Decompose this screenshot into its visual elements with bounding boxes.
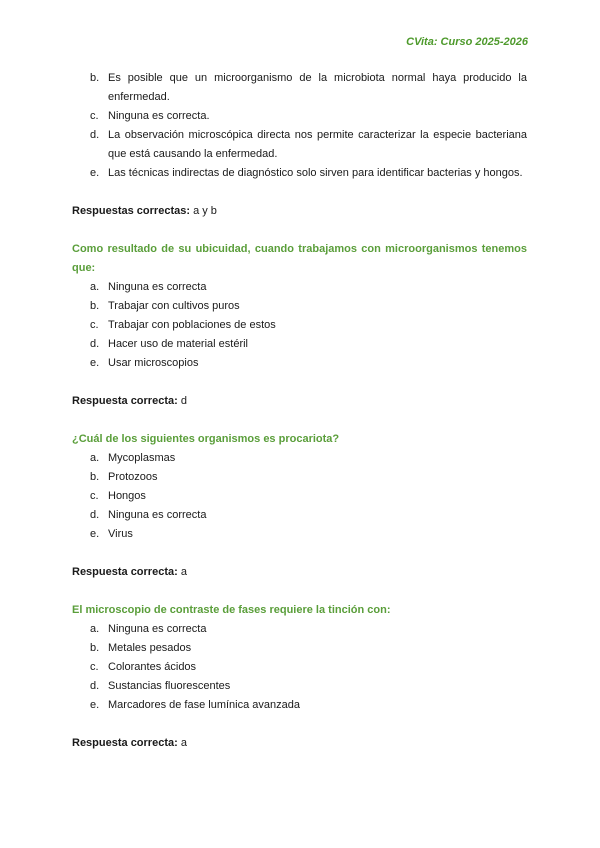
option-text: La observación microscópica directa nos permite caracterizar la especie bacteriana que está causando la enfermedad.	[108, 129, 527, 160]
option-item	[72, 506, 527, 525]
option-text: Trabajar con cultivos puros	[108, 300, 240, 312]
option-letter: d.	[90, 338, 100, 350]
option-letter: b.	[90, 642, 100, 654]
option-item	[72, 278, 527, 297]
option-item	[72, 468, 527, 487]
option-item	[72, 620, 527, 639]
option-text: Metales pesados	[108, 642, 192, 654]
option-list	[72, 620, 527, 715]
option-text: Trabajar con poblaciones de estos	[108, 319, 276, 331]
option-item	[72, 658, 527, 677]
option-item	[72, 297, 527, 316]
answer-value: d	[177, 395, 187, 407]
answer-line	[72, 563, 527, 582]
option-list	[72, 278, 527, 373]
option-letter: b.	[90, 300, 100, 312]
option-letter: a.	[90, 452, 100, 464]
question-text: Como resultado de su ubicuidad, cuando trabajamos con microorganismos tenemos que:	[72, 243, 527, 274]
option-text: Ninguna es correcta	[108, 509, 207, 521]
option-item	[72, 487, 527, 506]
option-letter: e.	[90, 167, 100, 179]
option-text: Las técnicas indirectas de diagnóstico solo sirven para identificar bacterias y hongos.	[108, 167, 523, 179]
answer-line	[72, 202, 527, 221]
option-letter: b.	[90, 72, 100, 84]
option-text: Hacer uso de material estéril	[108, 338, 249, 350]
option-letter: c.	[90, 490, 99, 502]
page-header: CVita: Curso 2025-2026	[406, 36, 528, 48]
option-text: Usar microscopios	[108, 357, 199, 369]
answer-value: a	[177, 737, 187, 749]
option-text: Ninguna es correcta.	[108, 110, 210, 122]
option-text: Colorantes ácidos	[108, 661, 197, 673]
option-item	[72, 696, 527, 715]
question-text: El microscopio de contraste de fases requiere la tinción con:	[72, 604, 391, 616]
option-item	[72, 677, 527, 696]
option-item	[72, 335, 527, 354]
option-item	[72, 316, 527, 335]
option-letter: c.	[90, 319, 99, 331]
option-letter: d.	[90, 509, 100, 521]
option-list	[72, 69, 527, 183]
option-letter: d.	[90, 680, 100, 692]
option-letter: a.	[90, 281, 100, 293]
answer-label: Respuestas correctas:	[72, 205, 191, 217]
option-text: Ninguna es correcta	[108, 623, 207, 635]
option-item	[72, 107, 527, 126]
answer-label: Respuesta correcta:	[72, 737, 178, 749]
option-text: Ninguna es correcta	[108, 281, 207, 293]
option-item	[72, 639, 527, 658]
option-letter: e.	[90, 357, 100, 369]
answer-value: a	[177, 566, 187, 578]
option-letter: e.	[90, 528, 100, 540]
option-text: Marcadores de fase lumínica avanzada	[108, 699, 300, 711]
option-item	[72, 525, 527, 544]
option-text: Es posible que un microorganismo de la microbiota normal haya producido la enfermedad.	[108, 72, 527, 103]
option-list	[72, 449, 527, 544]
question-text: ¿Cuál de los siguientes organismos es procariota?	[72, 433, 340, 445]
answer-line	[72, 734, 527, 753]
option-item	[72, 164, 527, 183]
option-item	[72, 449, 527, 468]
option-text: Hongos	[108, 490, 146, 502]
document-content	[72, 69, 527, 753]
option-letter: c.	[90, 110, 99, 122]
option-text: Mycoplasmas	[108, 452, 176, 464]
answer-label: Respuesta correcta:	[72, 566, 178, 578]
option-text: Protozoos	[108, 471, 158, 483]
option-item	[72, 354, 527, 373]
option-text: Sustancias fluorescentes	[108, 680, 231, 692]
option-item	[72, 69, 527, 107]
answer-value: a y b	[190, 205, 217, 217]
answer-line	[72, 392, 527, 411]
option-letter: a.	[90, 623, 100, 635]
option-letter: d.	[90, 129, 100, 141]
option-item	[72, 126, 527, 164]
option-letter: e.	[90, 699, 100, 711]
answer-label: Respuesta correcta:	[72, 395, 178, 407]
option-letter: c.	[90, 661, 99, 673]
option-letter: b.	[90, 471, 100, 483]
option-text: Virus	[108, 528, 133, 540]
